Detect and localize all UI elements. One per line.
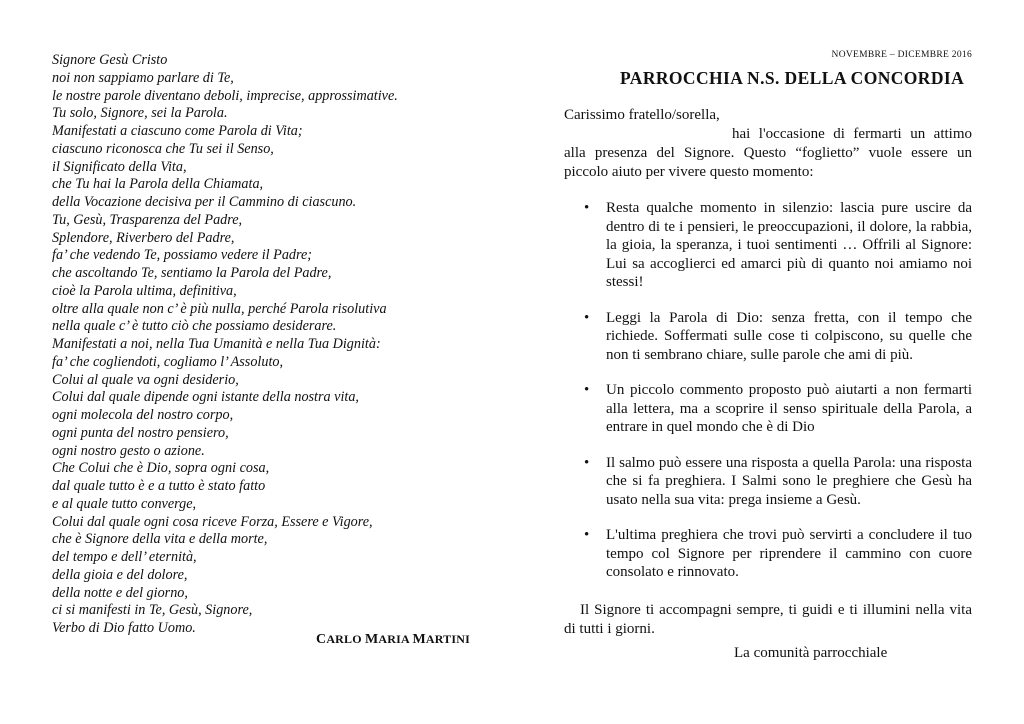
intro-paragraph [564, 125, 972, 182]
prayer-line: Verbo di Dio fatto Uomo. [52, 620, 196, 636]
greeting: Carissimo fratello/sorella, [564, 107, 720, 123]
prayer-line: ciascuno riconosca che Tu sei il Senso, [52, 140, 274, 157]
prayer-text [52, 52, 472, 638]
prayer-line: oltre alla quale non c’ è più nulla, perché Parola risolutiva [52, 300, 387, 317]
prayer-line: che ascoltando Te, sentiamo la Parola del Padre, [52, 265, 332, 281]
list-item [564, 381, 972, 437]
prayer-line: dal quale tutto è e a tutto è stato fatto [52, 478, 266, 494]
signature: La comunità parrocchiale [734, 645, 888, 661]
list-item-text: L'ultima preghiera che trovi può servirti a concludere il tuo tempo col Signore per riprendere il cammino con cuore consolato e rinnovato. [606, 527, 972, 580]
author-initial: M [412, 632, 426, 647]
list-item-text: Il salmo può essere una risposta a quella Parola: una risposta che si fa preghiera. I Salmi sono le preghiere che Gesù ha usato nella sua vita: prega insieme a Gesù. [606, 454, 972, 508]
prayer-line: nella quale c’ è tutto ciò che possiamo desiderare. [52, 318, 337, 335]
prayer-line: Che Colui che è Dio, sopra ogni cosa, [52, 460, 270, 477]
prayer-line: il Significato della Vita, [52, 158, 187, 175]
intro-text: hai l'occasione di fermarti un attimo alla presenza del Signore. Questo “foglietto” vuole essere un piccolo aiuto per vivere questo momento: [564, 126, 972, 180]
list-item [564, 454, 972, 510]
prayer-line: Colui al quale va ogni desiderio, [52, 371, 239, 388]
list-item-text: Leggi la Parola di Dio: senza fretta, con il tempo che richiede. Soffermati sulle cose ti colpiscono, su quelle che non ti sembrano chiare, sulle parole che ami di più. [606, 309, 972, 363]
closing-paragraph: Il Signore ti accompagni sempre, ti guidi e ti illumini nella vita di tutti i giorni. [564, 602, 972, 637]
prayer-line: Signore Gesù Cristo [52, 52, 168, 68]
author-initial: C [316, 632, 327, 647]
prayer-column [52, 52, 472, 638]
prayer-line: che Tu hai la Parola della Chiamata, [52, 176, 264, 193]
bullet-icon: • [584, 382, 590, 398]
prayer-line: e al quale tutto converge, [52, 495, 197, 512]
guidance-list [564, 199, 972, 599]
bullet-icon: • [584, 309, 590, 326]
prayer-line: Tu solo, Signore, sei la Parola. [52, 105, 228, 122]
parish-title: PARROCCHIA N.S. DELLA CONCORDIA [620, 68, 965, 88]
author-name-part: ARIA [378, 632, 410, 646]
prayer-line: che è Signore della vita e della morte, [52, 531, 268, 548]
prayer-line: del tempo e dell’ eternità, [52, 549, 197, 565]
prayer-line: della notte e del giorno, [52, 584, 188, 601]
prayer-line: Colui dal quale ogni cosa riceve Forza, Essere e Vigore, [52, 513, 373, 530]
prayer-line: le nostre parole diventano deboli, imprecise, approssimative. [52, 87, 398, 104]
prayer-line: Colui dal quale dipende ogni istante della nostra vita, [52, 389, 359, 406]
prayer-line: Manifestati a ciascuno come Parola di Vita; [52, 123, 303, 139]
prayer-line: ogni nostro gesto o azione. [52, 442, 205, 459]
prayer-line: ogni molecola del nostro corpo, [52, 407, 234, 423]
prayer-line: ci si manifesti in Te, Gesù, Signore, [52, 602, 253, 619]
bullet-icon: • [584, 454, 590, 471]
prayer-line: Tu, Gesù, Trasparenza del Padre, [52, 211, 243, 228]
issue-date: NOVEMBRE – DICEMBRE 2016 [831, 50, 972, 60]
prayer-line: della gioia e del dolore, [52, 566, 188, 583]
list-item-text: Un piccolo commento proposto può aiutarti a non fermarti alla lettera, ma a scoprire il senso spirituale della Parola, a entrare in quel mondo che è di Dio [606, 382, 972, 435]
bullet-icon: • [584, 200, 590, 216]
list-item [564, 199, 972, 292]
list-item [564, 526, 972, 582]
prayer-line: della Vocazione decisiva per il Cammino di ciascuno. [52, 194, 357, 210]
author-initial: M [365, 632, 379, 647]
prayer-author [316, 632, 470, 648]
prayer-line: Manifestati a noi, nella Tua Umanità e nella Tua Dignità: [52, 336, 381, 352]
list-item [564, 309, 972, 365]
bullet-icon: • [584, 527, 590, 543]
prayer-line: noi non sappiamo parlare di Te, [52, 69, 234, 86]
author-name-part: ARTINI [425, 632, 470, 646]
prayer-line: fa’ che vedendo Te, possiamo vedere il Padre; [52, 247, 313, 264]
author-name-part: ARLO [326, 632, 362, 646]
prayer-line: ogni punta del nostro pensiero, [52, 424, 229, 441]
prayer-line: Splendore, Riverbero del Padre, [52, 229, 235, 246]
prayer-line: cioè la Parola ultima, definitiva, [52, 282, 237, 299]
prayer-line: fa’ che cogliendoti, cogliamo l’ Assoluto, [52, 353, 284, 370]
list-item-text: Resta qualche momento in silenzio: lascia pure uscire da dentro di te i pensieri, le preoccupazioni, il dolore, la rabbia, la gioia, la speranza, i tuoi sentimenti … Offrili al Signore: Lui sa accoglierci ed amarci più di quanto noi amiamo noi stessi! [606, 200, 972, 290]
